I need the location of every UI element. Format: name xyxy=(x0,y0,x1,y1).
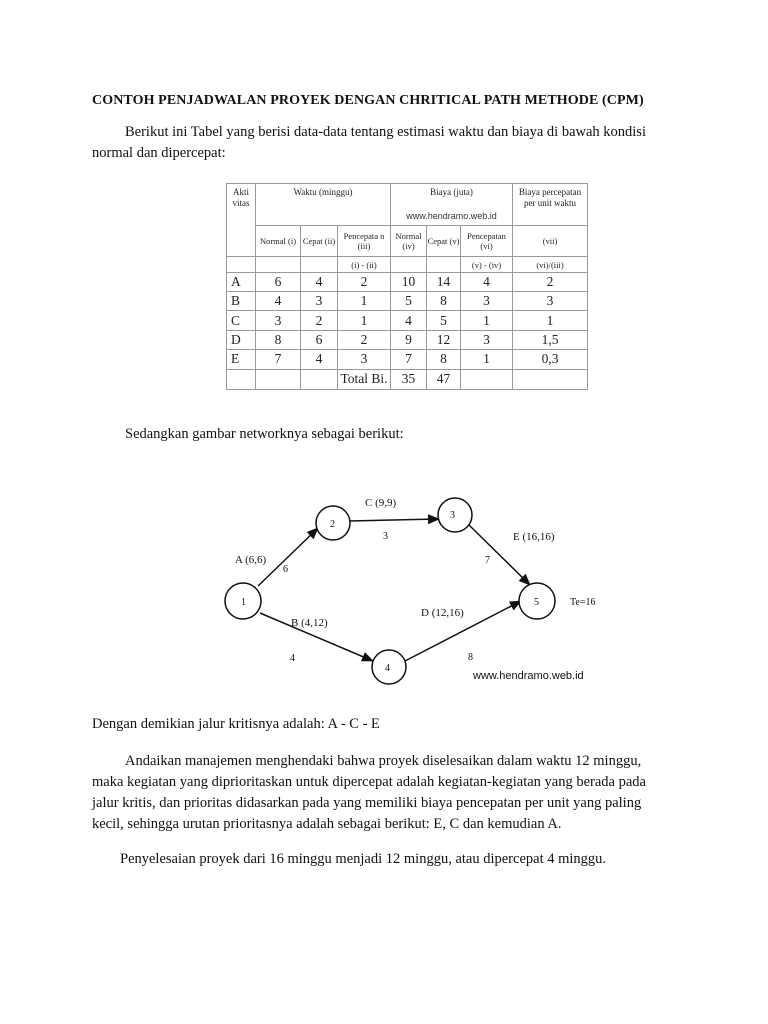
sub-vii: (vii) xyxy=(513,225,588,257)
cell-percepatan-iii: 1 xyxy=(338,311,391,330)
cell-cepat-ii: 3 xyxy=(301,292,338,311)
cost-table-wrapper xyxy=(226,183,587,390)
formula-empty xyxy=(227,257,256,272)
para2-line-1: Andaikan manajemen menghendaki bahwa proyek diselesaikan dalam waktu 12 minggu, xyxy=(125,753,642,769)
sub-cepat-ii: Cepat (ii) xyxy=(301,225,338,257)
formula-empty xyxy=(301,257,338,272)
para2-line-4: kecil, sehingga urutan prioritasnya adalah sebagai berikut: E, C dan kemudian A. xyxy=(92,816,562,832)
cell-cepat-ii: 4 xyxy=(301,272,338,291)
edge-c-label: C (9,9) xyxy=(365,497,397,509)
sub-cepat-v: Cepat (v) xyxy=(427,225,461,257)
formula-iii: (i) - (ii) xyxy=(338,257,391,272)
cell-biaya-per-unit: 0,3 xyxy=(513,350,588,369)
cell-percepatan-iii: 2 xyxy=(338,272,391,291)
edge-b-label: B (4,12) xyxy=(291,617,328,629)
cell-aktivitas: A xyxy=(227,272,256,291)
header-aktivitas: Akti vitas xyxy=(227,184,256,257)
node-4-label: 4 xyxy=(385,663,390,674)
total-normal: 35 xyxy=(391,369,427,389)
node-2-label: 2 xyxy=(330,519,335,530)
edge-d-duration: 8 xyxy=(468,652,473,663)
total-empty xyxy=(513,369,588,389)
cell-normal-i: 7 xyxy=(256,350,301,369)
sub-percepatan-vi: Pencepatan (vi) xyxy=(461,225,513,257)
cell-percepatan-vi: 1 xyxy=(461,350,513,369)
table-row xyxy=(227,350,588,369)
cell-biaya-per-unit: 1 xyxy=(513,311,588,330)
formula-empty xyxy=(256,257,301,272)
edge-a-duration: 6 xyxy=(283,564,288,575)
cpm-network-diagram xyxy=(215,478,615,688)
table-row xyxy=(227,330,588,349)
sub-percepatan-iii: Pencepata n (iii) xyxy=(338,225,391,257)
total-empty xyxy=(301,369,338,389)
total-empty xyxy=(461,369,513,389)
cell-percepatan-vi: 3 xyxy=(461,292,513,311)
cell-aktivitas: E xyxy=(227,350,256,369)
cell-percepatan-iii: 3 xyxy=(338,350,391,369)
total-label: Total Bi. xyxy=(338,369,391,389)
cell-percepatan-vi: 1 xyxy=(461,311,513,330)
formula-vii: (vi)/(iii) xyxy=(513,257,588,272)
cell-cepat-v: 14 xyxy=(427,272,461,291)
total-empty xyxy=(256,369,301,389)
diagram-watermark: www.hendramo.web.id xyxy=(473,670,584,682)
edge-e-duration: 7 xyxy=(485,555,490,566)
cell-normal-iv: 7 xyxy=(391,350,427,369)
formula-empty xyxy=(427,257,461,272)
document-title: CONTOH PENJADWALAN PROYEK DENGAN CHRITICAL PATH METHODE (CPM) xyxy=(92,93,644,108)
cell-normal-iv: 9 xyxy=(391,330,427,349)
node-4 xyxy=(372,650,406,684)
table-row xyxy=(227,292,588,311)
edge-a-label: A (6,6) xyxy=(235,554,267,566)
cell-cepat-ii: 4 xyxy=(301,350,338,369)
para2-line-3: jalur kritis, dan prioritas didasarkan pada yang memiliki biaya pencepatan per unit yang paling xyxy=(92,795,642,811)
para2-line-2: maka kegiatan yang diprioritaskan untuk dipercepat adalah kegiatan-kegiatan yang berada pada xyxy=(92,774,646,790)
node-1 xyxy=(225,583,261,619)
cost-table xyxy=(226,183,588,390)
cell-normal-i: 6 xyxy=(256,272,301,291)
edge-a-arrow xyxy=(258,528,318,586)
total-empty xyxy=(227,369,256,389)
cell-cepat-v: 12 xyxy=(427,330,461,349)
table-row xyxy=(227,311,588,330)
header-biaya-label: Biaya (juta) xyxy=(430,187,473,197)
cell-percepatan-vi: 3 xyxy=(461,330,513,349)
cell-normal-iv: 5 xyxy=(391,292,427,311)
node-3 xyxy=(438,498,472,532)
table-watermark: www.hendramo.web.id xyxy=(406,211,497,221)
header-waktu: Waktu (minggu) xyxy=(256,184,391,226)
network-intro: Sedangkan gambar networknya sebagai berikut: xyxy=(125,426,404,442)
node-5 xyxy=(519,583,555,619)
node-2 xyxy=(316,506,350,540)
formula-empty xyxy=(391,257,427,272)
cell-percepatan-vi: 4 xyxy=(461,272,513,291)
edge-d-label: D (12,16) xyxy=(421,607,464,619)
cell-percepatan-iii: 2 xyxy=(338,330,391,349)
critical-path-statement: Dengan demikian jalur kritisnya adalah: A - C - E xyxy=(92,716,380,732)
cell-aktivitas: B xyxy=(227,292,256,311)
cell-biaya-per-unit: 3 xyxy=(513,292,588,311)
edge-e-label: E (16,16) xyxy=(513,531,555,543)
node-5-label: 5 xyxy=(534,597,539,608)
node-1-label: 1 xyxy=(241,597,246,608)
sub-normal-i: Normal (i) xyxy=(256,225,301,257)
cell-biaya-per-unit: 1,5 xyxy=(513,330,588,349)
sub-normal-iv: Normal (iv) xyxy=(391,225,427,257)
table-body xyxy=(227,272,588,369)
edge-c-arrow xyxy=(350,519,439,521)
cell-aktivitas: C xyxy=(227,311,256,330)
cell-normal-i: 3 xyxy=(256,311,301,330)
cell-normal-i: 8 xyxy=(256,330,301,349)
node-3-label: 3 xyxy=(450,510,455,521)
header-biaya-per-unit: Biaya percepatan per unit waktu xyxy=(513,184,588,226)
cell-cepat-v: 5 xyxy=(427,311,461,330)
intro-line-1: Berikut ini Tabel yang berisi data-data tentang estimasi waktu dan biaya di bawah kondisi xyxy=(125,124,646,140)
cell-biaya-per-unit: 2 xyxy=(513,272,588,291)
cell-normal-iv: 4 xyxy=(391,311,427,330)
total-cepat: 47 xyxy=(427,369,461,389)
cell-cepat-ii: 2 xyxy=(301,311,338,330)
cell-aktivitas: D xyxy=(227,330,256,349)
table-row xyxy=(227,272,588,291)
header-biaya xyxy=(391,184,513,226)
cell-cepat-v: 8 xyxy=(427,350,461,369)
cell-cepat-ii: 6 xyxy=(301,330,338,349)
cell-normal-i: 4 xyxy=(256,292,301,311)
para3: Penyelesaian proyek dari 16 minggu menjadi 12 minggu, atau dipercepat 4 minggu. xyxy=(120,851,607,867)
te-label: Te=16 xyxy=(570,597,596,608)
cell-percepatan-iii: 1 xyxy=(338,292,391,311)
intro-line-2: normal dan dipercepat: xyxy=(92,145,226,161)
cell-normal-iv: 10 xyxy=(391,272,427,291)
edge-b-duration: 4 xyxy=(290,653,295,664)
cell-cepat-v: 8 xyxy=(427,292,461,311)
formula-vi: (v) - (iv) xyxy=(461,257,513,272)
edge-c-duration: 3 xyxy=(383,531,388,542)
